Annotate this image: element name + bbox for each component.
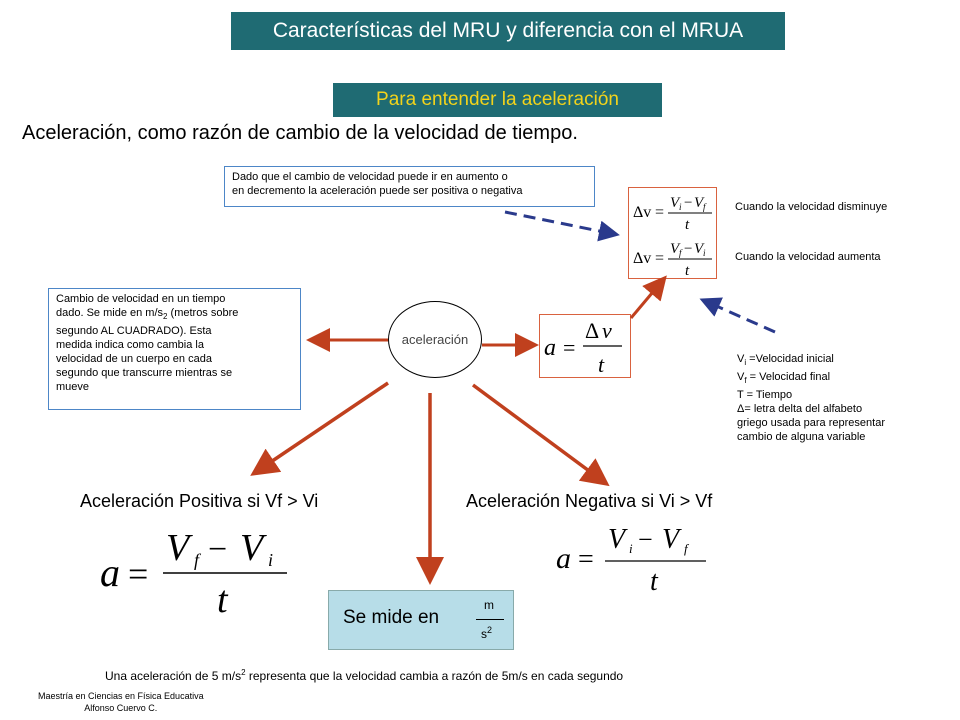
svg-text:=: =	[128, 554, 149, 594]
example-note: Una aceleración de 5 $m/s^2$ representa que la velocidad cambia a razón de 5m/s en cada segundo	[105, 668, 624, 683]
definition-line2a: dado. Se mide en m/s	[56, 307, 164, 319]
svg-text:Δ: Δ	[585, 318, 600, 343]
svg-text:V: V	[694, 241, 704, 257]
svg-text:V: V	[670, 241, 680, 257]
svg-text:t: t	[217, 579, 228, 621]
svg-text:−: −	[208, 531, 228, 568]
svg-text:=: =	[655, 204, 665, 221]
legend-delta: Δ= letra delta del alfabeto	[737, 403, 863, 416]
svg-text:i: i	[268, 550, 274, 570]
delta-v-decrease-formula	[633, 195, 712, 233]
arrow-to-positive	[256, 383, 388, 472]
svg-text:Δv: Δv	[633, 250, 652, 267]
svg-text:V: V	[166, 527, 190, 569]
title-banner: Características del MRU y diferencia con el MRUA	[231, 12, 785, 50]
arrow-to-negative	[473, 385, 604, 482]
svg-text:−: −	[684, 241, 693, 257]
legend-vi: $V_i$ =Velocidad inicial	[737, 353, 834, 368]
measure-text: Se mide en	[343, 607, 440, 628]
label-increase: Cuando la velocidad aumenta	[735, 251, 881, 263]
definition-line2b: (metros sobre	[167, 307, 239, 319]
sign-note-line2: en decremento la aceleración puede ser positiva o negativa	[232, 185, 523, 197]
dashed-arrow-from-legend	[705, 301, 775, 332]
unit-numerator: m	[484, 598, 494, 612]
credit-line2: Alfonso Cuervo C.	[84, 703, 158, 713]
svg-text:V: V	[240, 527, 264, 569]
svg-text:a: a	[544, 335, 556, 361]
svg-text:i: i	[629, 541, 633, 556]
legend-vf: $V_f$ = Velocidad final	[737, 371, 831, 386]
svg-text:=: =	[578, 544, 594, 575]
definition-line4: medida indica como cambia la	[56, 339, 204, 352]
svg-text:f: f	[684, 541, 688, 556]
svg-text:V: V	[608, 524, 626, 555]
legend-delta-line3: cambio de alguna variable	[737, 431, 866, 444]
dashed-arrow-from-sign-note	[505, 212, 614, 234]
main-heading: Aceleración, como razón de cambio de la velocidad de tiempo.	[22, 122, 578, 144]
svg-text:v: v	[602, 318, 612, 343]
positive-formula	[100, 527, 287, 621]
main-formula	[544, 318, 622, 377]
delta-icon: Δ	[737, 403, 745, 416]
arrow-to-delta-formula	[631, 280, 663, 318]
svg-text:V: V	[662, 524, 680, 555]
legend-delta-line2: griego usada para representar	[737, 417, 885, 430]
legend-t: T = Tiempo	[737, 389, 793, 402]
definition-line3: segundo AL CUADRADO). Esta	[56, 325, 212, 338]
acceleration-ellipse-label: aceleración	[401, 332, 469, 347]
delta-v-increase-formula	[633, 241, 712, 279]
svg-text:V: V	[694, 195, 704, 211]
svg-text:t: t	[650, 566, 658, 597]
credit-line1: Maestría en Ciencias en Física Educativa	[38, 691, 204, 701]
negative-formula	[556, 524, 706, 597]
svg-text:=: =	[563, 335, 576, 360]
svg-text:i: i	[679, 202, 682, 212]
svg-text:t: t	[685, 217, 690, 233]
svg-text:f: f	[679, 248, 682, 258]
label-decrease: Cuando la velocidad disminuye	[735, 201, 888, 213]
definition-line7: mueve	[56, 381, 90, 394]
definition-subscript: 2	[163, 312, 168, 322]
definition-line1: Cambio de velocidad en un tiempo	[56, 293, 226, 305]
svg-text:−: −	[638, 525, 653, 554]
svg-text:a: a	[100, 550, 120, 595]
svg-text:=: =	[655, 250, 665, 267]
svg-text:f: f	[703, 202, 706, 212]
subtitle-banner: Para entender la aceleración	[333, 83, 662, 117]
svg-text:t: t	[685, 263, 690, 279]
negative-acceleration-label: Aceleración Negativa si Vi > Vf	[466, 491, 713, 511]
svg-text:Δv: Δv	[633, 204, 652, 221]
definition-line5: velocidad de un cuerpo en cada	[56, 353, 212, 366]
positive-acceleration-label: Aceleración Positiva si Vf > Vi	[80, 491, 319, 511]
definition-line6: segundo que transcurre mientras se	[56, 367, 233, 380]
svg-text:V: V	[670, 195, 680, 211]
sign-note-line1: Dado que el cambio de velocidad puede ir en aumento o	[232, 171, 508, 183]
svg-text:−: −	[684, 195, 693, 211]
svg-text:i: i	[703, 248, 706, 258]
svg-text:f: f	[194, 550, 200, 570]
svg-text:t: t	[598, 352, 605, 377]
unit-denominator: $s^2$	[481, 625, 493, 641]
svg-text:a: a	[556, 542, 571, 575]
